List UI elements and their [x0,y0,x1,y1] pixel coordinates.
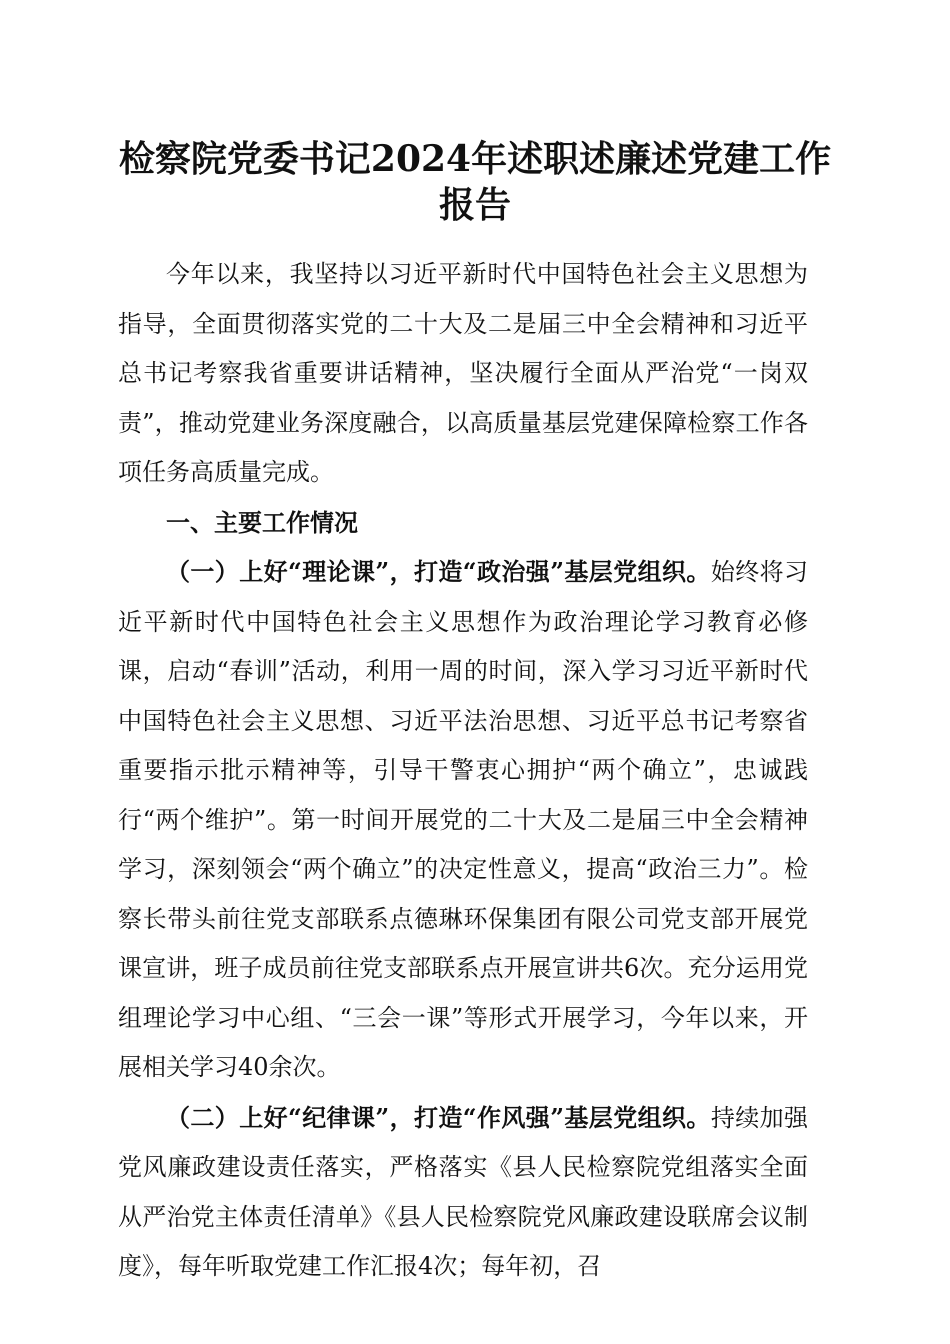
document-body [118,250,808,1292]
subsection-paragraph-1 [118,547,808,1093]
intro-paragraph: 今年以来，我坚持以习近平新时代中国特色社会主义思想为指导，全面贯彻落实党的二十大及二是届三中全会精神和习近平总书记考察我省重要讲话精神，坚决履行全面从严治党“一岗双责”，推动党建业务深度融合，以高质量基层党建保障检察工作各项任务高质量完成。 [118,260,808,486]
subsection-text-1: 始终将习近平新时代中国特色社会主义思想作为政治理论学习教育必修课，启动“春训”活动，利用一周的时间，深入学习习近平新时代中国特色社会主义思想、习近平法治思想、习近平总书记考察省重要指示批示精神等，引导干警衷心拥护“两个确立”，忠诚践行“两个维护”。第一时间开展党的二十大及二是届三中全会精神学习，深刻领会“两个确立”的决定性意义，提高“政治三力”。检察长带头前往党支部联系点德琳环保集团有限公司党支部开展党课宣讲，班子成员前往党支部联系点开展宣讲共6次。充分运用党组理论学习中心组、“三会一课”等形式开展学习，今年以来，开展相关学习40余次。 [118,558,809,1081]
subsection-text-2: 持续加强党风廉政建设责任落实，严格落实《县人民检察院党组落实全面从严治党主体责任清单》《县人民检察院党风廉政建设联席会议制度》，每年听取党建工作汇报4次；每年初，召 [118,1103,809,1280]
subsection-lead-2: （二）上好“纪律课”，打造“作风强”基层党组织。 [166,1102,711,1132]
document-title: 检察院党委书记2024年述职述廉述党建工作报告 [118,138,832,226]
subsection-lead-1: （一）上好“理论课”，打造“政治强”基层党组织。 [166,557,711,586]
section-heading: 一、主要工作情况 [166,507,358,537]
subsection-paragraph-2 [118,1093,808,1292]
